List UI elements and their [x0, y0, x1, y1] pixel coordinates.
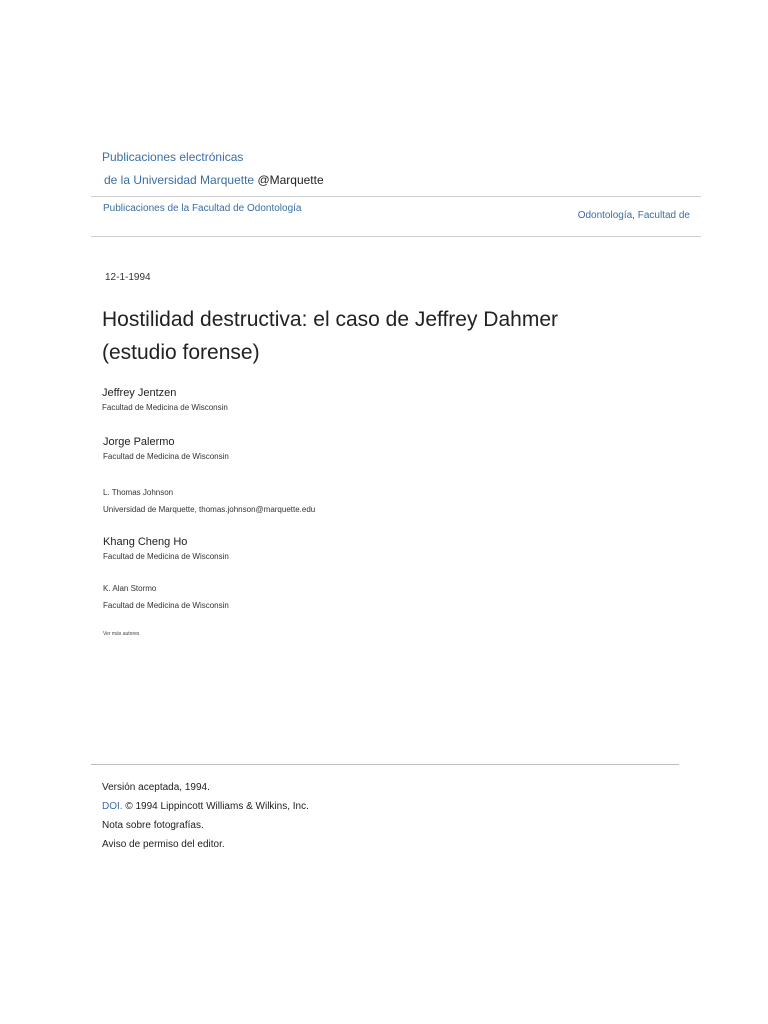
header-bottom-divider: [91, 236, 701, 237]
author-4: [103, 536, 229, 561]
photos-line-1: Nota sobre fotografías.: [102, 820, 204, 831]
author-affiliation: Facultad de Medicina de Wisconsin: [102, 403, 228, 412]
title-line-2: (estudio forense): [102, 341, 260, 364]
author-affiliation: Facultad de Medicina de Wisconsin: [103, 452, 229, 461]
author-name: Jeffrey Jentzen: [102, 387, 177, 399]
author-name: K. Alan Stormo: [103, 584, 157, 593]
additional-authors-link[interactable]: Ver más autores: [103, 631, 140, 637]
article-title: [102, 303, 682, 369]
author-3: [103, 488, 315, 514]
title-line-1: Hostilidad destructiva: el caso de Jeffrey Dahmer: [102, 308, 558, 331]
permission-line-1: Aviso de permiso del editor.: [102, 839, 225, 850]
author-affiliation: Facultad de Medicina de Wisconsin: [103, 601, 229, 610]
author-name: Jorge Palermo: [103, 436, 175, 448]
footer-divider: [91, 764, 679, 765]
department-link[interactable]: Odontología, Facultad de: [577, 210, 690, 221]
collection-left: [103, 201, 363, 217]
university-link[interactable]: de la Universidad Marquette: [104, 173, 255, 187]
author-affiliation: Facultad de Medicina de Wisconsin: [103, 552, 229, 561]
publication-date: 12-1-1994: [105, 272, 151, 283]
copyright-text: © 1994 Lippincott Williams & Wilkins, Inc.: [125, 801, 309, 812]
university-header: [104, 173, 324, 187]
doi-link[interactable]: DOI.: [102, 801, 123, 812]
doi-copyright-line: [102, 797, 682, 816]
author-2: [103, 436, 229, 461]
author-5: [103, 584, 229, 610]
collection-link[interactable]: Publicaciones de la Facultad de Odontología: [103, 203, 302, 214]
author-affiliation: Universidad de Marquette, thomas.johnson@marquette.edu: [103, 505, 316, 514]
at-marquette-label: @Marquette: [257, 173, 324, 187]
author-1: [102, 387, 228, 412]
header-top-divider: [91, 196, 701, 197]
repository-header: [102, 150, 243, 164]
version-line: Versión aceptada, 1994.: [102, 782, 210, 793]
footer-notes: [102, 778, 682, 854]
collection-right: [578, 210, 690, 221]
author-name: Khang Cheng Ho: [103, 536, 188, 548]
repository-link[interactable]: Publicaciones electrónicas: [102, 150, 244, 164]
additional-authors-note: [103, 631, 139, 637]
author-name: L. Thomas Johnson: [103, 488, 174, 497]
